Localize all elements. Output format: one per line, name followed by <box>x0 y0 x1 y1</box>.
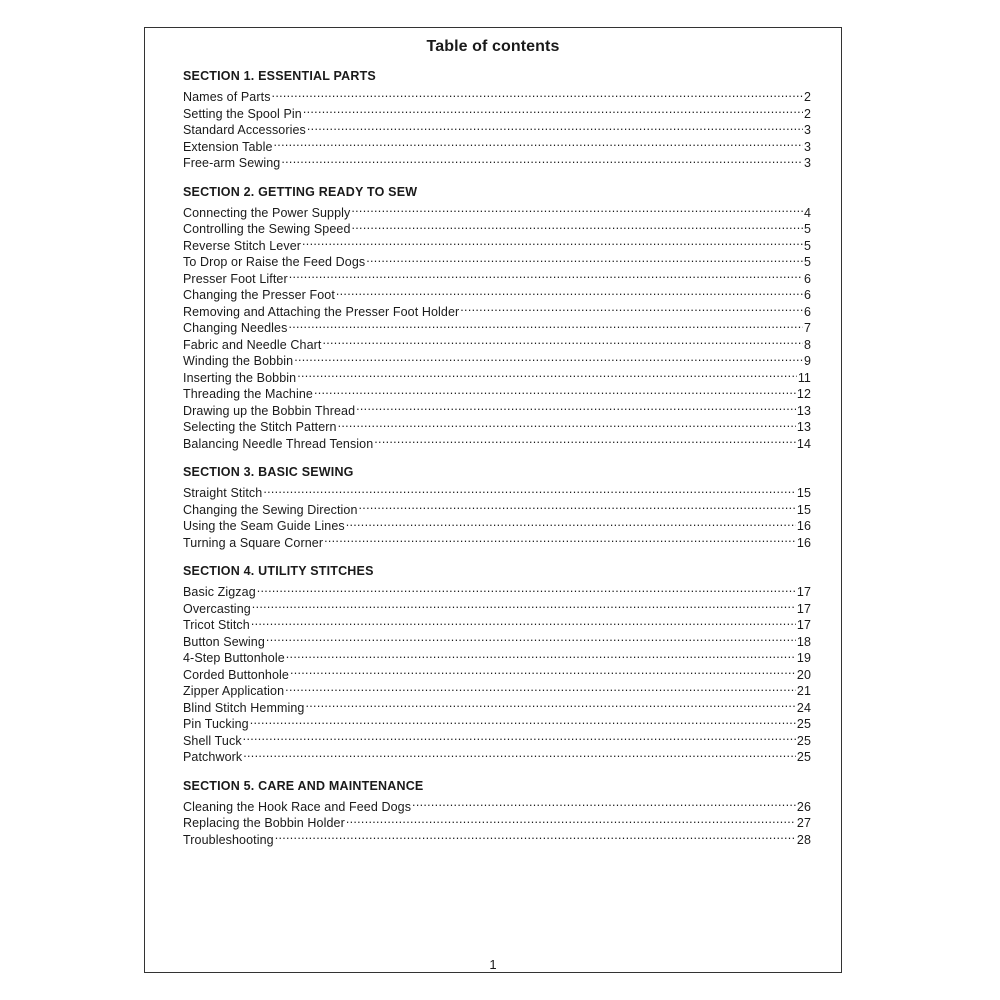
toc-entry-label: Turning a Square Corner <box>183 535 324 550</box>
toc-entry-label: Changing the Presser Foot <box>183 288 335 302</box>
toc-entry-page: 6 <box>803 271 811 286</box>
toc-entry-label: Zipper Application <box>183 684 285 698</box>
toc-entry-label: Blind Stitch Hemming <box>183 700 305 715</box>
toc-entry-label: 4-Step Buttonhole <box>183 651 285 665</box>
toc-entry-label: Controlling the Sewing Speed <box>183 222 351 236</box>
dot-leader <box>243 728 796 745</box>
toc-entry[interactable] <box>183 646 811 663</box>
toc-entry[interactable] <box>183 596 811 616</box>
toc-entry-page: 26 <box>796 799 811 814</box>
document-page <box>144 27 842 973</box>
toc-entry[interactable] <box>183 794 811 814</box>
toc-entry-page: 13 <box>796 420 811 434</box>
section-heading: SECTION 3. BASIC SEWING <box>183 465 354 479</box>
toc-entry[interactable] <box>183 481 811 498</box>
toc-entry-label: Setting the Spool Pin <box>183 106 302 121</box>
toc-entry-label: Free-arm Sewing <box>183 156 281 170</box>
section-heading: SECTION 5. CARE AND MAINTENANCE <box>183 778 424 793</box>
dot-leader <box>257 580 796 597</box>
toc-entry-page: 15 <box>796 502 811 517</box>
dot-leader <box>272 85 803 102</box>
dot-leader <box>297 365 797 382</box>
toc-entry[interactable] <box>183 580 811 597</box>
toc-section <box>183 778 811 847</box>
toc-entry-label: Inserting the Bobbin <box>183 370 297 385</box>
toc-entry-label: Connecting the Power Supply <box>183 205 351 220</box>
toc-entry-label: Winding the Bobbin <box>183 354 294 368</box>
dot-leader <box>303 101 803 118</box>
toc-entry-page: 2 <box>803 90 811 104</box>
toc-entry-label: Selecting the Stitch Pattern <box>183 420 337 434</box>
toc-entry-page: 3 <box>803 139 811 154</box>
toc-entry-page: 5 <box>803 238 811 253</box>
dot-leader <box>263 481 796 498</box>
toc-section <box>183 184 811 451</box>
toc-entry-page: 17 <box>796 618 811 632</box>
toc-entry[interactable] <box>183 629 811 649</box>
toc-entry-label: Pin Tucking <box>183 717 249 731</box>
dot-leader <box>351 200 803 217</box>
dot-leader <box>266 629 796 646</box>
toc-entry-label: Changing Needles <box>183 321 288 335</box>
dot-leader <box>338 415 796 432</box>
toc-entry[interactable] <box>183 151 811 168</box>
toc-entry-label: Extension Table <box>183 139 273 154</box>
dot-leader <box>460 299 803 316</box>
toc-entry[interactable] <box>183 745 811 762</box>
toc-section <box>183 68 811 170</box>
toc-entry-page: 3 <box>803 123 811 137</box>
dot-leader <box>412 794 796 811</box>
table-of-contents <box>183 68 811 847</box>
dot-leader <box>302 233 803 250</box>
dot-leader <box>374 431 796 448</box>
toc-entry-page: 19 <box>796 651 811 665</box>
toc-entry-page: 20 <box>796 667 811 682</box>
toc-entry-page: 9 <box>803 354 811 368</box>
toc-entry-page: 6 <box>803 304 811 319</box>
toc-entry-page: 14 <box>796 436 811 451</box>
dot-leader <box>359 497 796 514</box>
toc-entry-page: 17 <box>796 585 811 599</box>
toc-entry[interactable] <box>183 712 811 729</box>
toc-entry[interactable] <box>183 200 811 220</box>
dot-leader <box>294 349 803 366</box>
toc-entry-label: Patchwork <box>183 750 243 764</box>
toc-entry-page: 25 <box>796 733 811 748</box>
dot-leader <box>290 662 796 679</box>
toc-entry-page: 25 <box>796 750 811 764</box>
toc-entry-label: Shell Tuck <box>183 733 242 748</box>
toc-entry[interactable] <box>183 85 811 102</box>
toc-entry-page: 15 <box>796 486 811 500</box>
dot-leader <box>275 827 796 844</box>
toc-entry-page: 16 <box>796 535 811 550</box>
toc-entry-label: Standard Accessories <box>183 123 306 137</box>
toc-entry-page: 16 <box>796 519 811 533</box>
toc-entry-label: Balancing Needle Thread Tension <box>183 436 374 451</box>
dot-leader <box>314 382 796 399</box>
toc-entry-label: Replacing the Bobbin Holder <box>183 816 345 830</box>
toc-entry-page: 8 <box>803 337 811 352</box>
dot-leader <box>243 745 796 762</box>
toc-entry-page: 2 <box>803 106 811 121</box>
dot-leader <box>307 118 803 135</box>
dot-leader <box>252 596 796 613</box>
toc-entry-page: 17 <box>796 601 811 616</box>
toc-entry[interactable] <box>183 101 811 121</box>
toc-entry-label: Presser Foot Lifter <box>183 271 288 286</box>
dot-leader <box>251 613 796 630</box>
toc-entry-page: 5 <box>803 255 811 269</box>
toc-entry-page: 25 <box>796 717 811 731</box>
toc-entry-label: Threading the Machine <box>183 387 313 401</box>
dot-leader <box>288 316 802 333</box>
toc-entry-label: Using the Seam Guide Lines <box>183 519 345 533</box>
dot-leader <box>306 695 796 712</box>
toc-entry-page: 12 <box>796 387 811 401</box>
toc-entry-label: Drawing up the Bobbin Thread <box>183 403 356 418</box>
toc-entry[interactable] <box>183 827 811 847</box>
toc-entry[interactable] <box>183 613 811 630</box>
toc-entry-page: 24 <box>796 700 811 715</box>
dot-leader <box>346 514 796 531</box>
toc-entry-label: Corded Buttonhole <box>183 667 289 682</box>
section-heading: SECTION 2. GETTING READY TO SEW <box>183 184 418 199</box>
page-title: Table of contents <box>426 38 560 55</box>
toc-entry-label: Straight Stitch <box>183 486 263 500</box>
toc-entry[interactable] <box>183 728 811 748</box>
toc-entry[interactable] <box>183 134 811 154</box>
toc-entry-label: Names of Parts <box>183 90 271 104</box>
toc-entry-label: Cleaning the Hook Race and Feed Dogs <box>183 799 412 814</box>
section-heading: SECTION 1. ESSENTIAL PARTS <box>183 69 376 83</box>
dot-leader <box>250 712 796 729</box>
toc-entry-label: Tricot Stitch <box>183 618 250 632</box>
toc-section <box>183 563 811 764</box>
dot-leader <box>352 217 803 234</box>
toc-entry-label: Fabric and Needle Chart <box>183 337 322 352</box>
toc-entry-page: 3 <box>803 156 811 170</box>
toc-entry-page: 5 <box>803 222 811 236</box>
toc-entry[interactable] <box>183 497 811 517</box>
toc-entry-page: 13 <box>796 403 811 418</box>
toc-entry-page: 11 <box>797 370 811 385</box>
dot-leader <box>274 134 803 151</box>
dot-leader <box>281 151 803 168</box>
toc-entry-label: Button Sewing <box>183 634 265 649</box>
toc-entry-label: Removing and Attaching the Presser Foot Holder <box>183 304 460 319</box>
toc-entry-label: Changing the Sewing Direction <box>183 502 358 517</box>
toc-entry-page: 28 <box>796 832 811 847</box>
dot-leader <box>356 398 796 415</box>
dot-leader <box>336 283 803 300</box>
page-number: 1 <box>489 957 497 972</box>
toc-entry-page: 6 <box>803 288 811 302</box>
dot-leader <box>289 266 803 283</box>
toc-entry-label: Basic Zigzag <box>183 585 256 599</box>
dot-leader <box>322 332 802 349</box>
section-heading: SECTION 4. UTILITY STITCHES <box>183 564 374 578</box>
toc-entry-page: 21 <box>796 684 811 698</box>
toc-entry-label: To Drop or Raise the Feed Dogs <box>183 255 366 269</box>
toc-entry-label: Reverse Stitch Lever <box>183 238 302 253</box>
dot-leader <box>324 530 796 547</box>
toc-entry-page: 27 <box>796 816 811 830</box>
toc-entry-label: Troubleshooting <box>183 832 274 847</box>
dot-leader <box>286 646 796 663</box>
toc-entry-label: Overcasting <box>183 601 251 616</box>
toc-entry-page: 7 <box>803 321 811 335</box>
dot-leader <box>285 679 796 696</box>
toc-section <box>183 464 811 550</box>
toc-entry-page: 4 <box>803 205 811 220</box>
dot-leader <box>366 250 803 267</box>
dot-leader <box>346 811 796 828</box>
toc-entry-page: 18 <box>796 634 811 649</box>
